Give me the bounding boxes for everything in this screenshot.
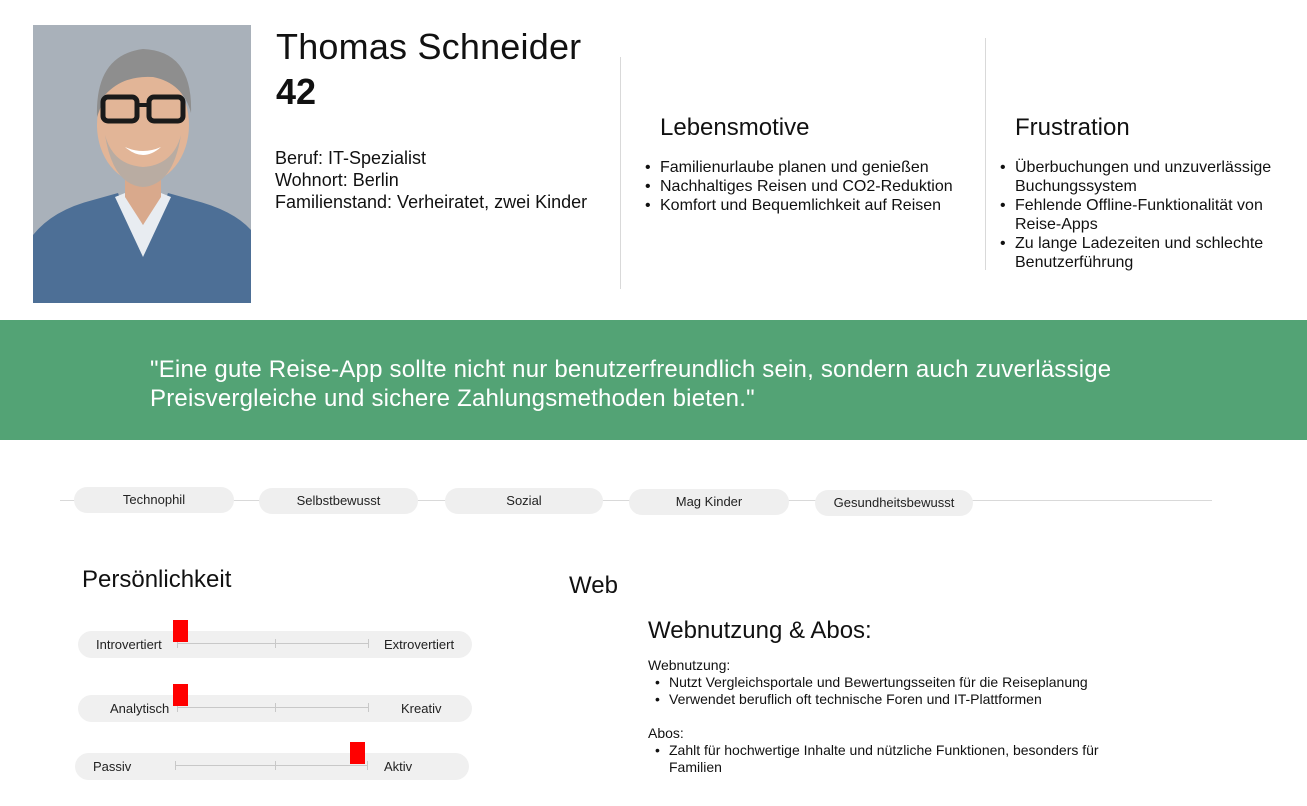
quote-line: "Eine gute Reise-App sollte nicht nur benutzerfreundlich sein, sondern auch zuverlässige [150,356,1112,383]
fact-family-status: Familienstand: Verheiratet, zwei Kinder [275,192,588,212]
lebensmotive-title: Lebensmotive [660,114,810,141]
personality-slider-passive-active [75,753,469,780]
frustration-title: Frustration [1015,114,1130,141]
list-item: • Komfort und Bequemlichkeit auf Reisen [660,196,980,215]
persona-age: 42 [276,71,317,112]
slider-marker [173,684,188,706]
personality-slider-introvert-extrovert [78,631,472,658]
slider-marker [173,620,188,642]
tag-sozial: Sozial [445,488,603,514]
list-item: • Fehlende Offline-Funktionalität von Reise-Apps [1015,196,1295,234]
list-item: • Zahlt für hochwertige Inhalte und nützliche Funktionen, besonders für Familien [669,742,1149,776]
slider-tick [368,639,369,648]
divider [620,57,621,289]
slider-marker [350,742,365,764]
abos-label: Abos: [648,725,684,741]
slider-tick [275,639,276,648]
slider-tick [275,703,276,712]
persona-photo [33,25,251,303]
slider-left-label: Analytisch [110,701,170,716]
personality-slider-analytical-creative [78,695,472,722]
slider-tick [275,761,276,770]
slider-tick [175,761,176,770]
slider-tick [367,761,368,770]
slider-tick [368,703,369,712]
quote-line: Preisvergleiche und sichere Zahlungsmethoden bieten." [150,385,755,412]
list-item: • Zu lange Ladezeiten und schlechte Benutzerführung [1015,234,1295,272]
slider-track [177,707,369,708]
persona-name: Thomas Schneider [276,26,582,67]
webnutzung-label: Webnutzung: [648,657,731,673]
list-item: • Verwendet beruflich oft technische Foren und IT-Plattformen [669,691,1189,708]
abos-list [669,742,1149,776]
tag-selbstbewusst: Selbstbewusst [259,488,418,514]
persona-quote [150,355,1200,413]
slider-right-label: Aktiv [384,759,413,774]
personality-title: Persönlichkeit [82,566,232,593]
frustration-list [1015,158,1295,272]
web-heading: Webnutzung & Abos: [648,617,872,644]
tag-mag-kinder: Mag Kinder [629,489,789,515]
list-item: • Familienurlaube planen und genießen [660,158,980,177]
persona-portrait [33,25,251,303]
divider [985,38,986,270]
webnutzung-list [669,674,1189,708]
web-title: Web [569,572,618,599]
list-item: • Nachhaltiges Reisen und CO2-Reduktion [660,177,980,196]
slider-left-label: Introvertiert [96,637,162,652]
list-item: • Überbuchungen und unzuverlässige Buchungssystem [1015,158,1295,196]
slider-track [175,765,368,766]
slider-track [177,643,369,644]
fact-residence: Wohnort: Berlin [275,170,399,190]
lebensmotive-list [660,158,980,215]
list-item: • Nutzt Vergleichsportale und Bewertungsseiten für die Reiseplanung [669,674,1189,691]
slider-right-label: Kreativ [401,701,442,716]
tag-gesundheitsbewusst: Gesundheitsbewusst [815,490,973,516]
persona-facts [275,147,587,213]
tag-technophil: Technophil [74,487,234,513]
slider-left-label: Passiv [93,759,132,774]
slider-right-label: Extrovertiert [384,637,455,652]
fact-occupation: Beruf: IT-Spezialist [275,148,427,168]
